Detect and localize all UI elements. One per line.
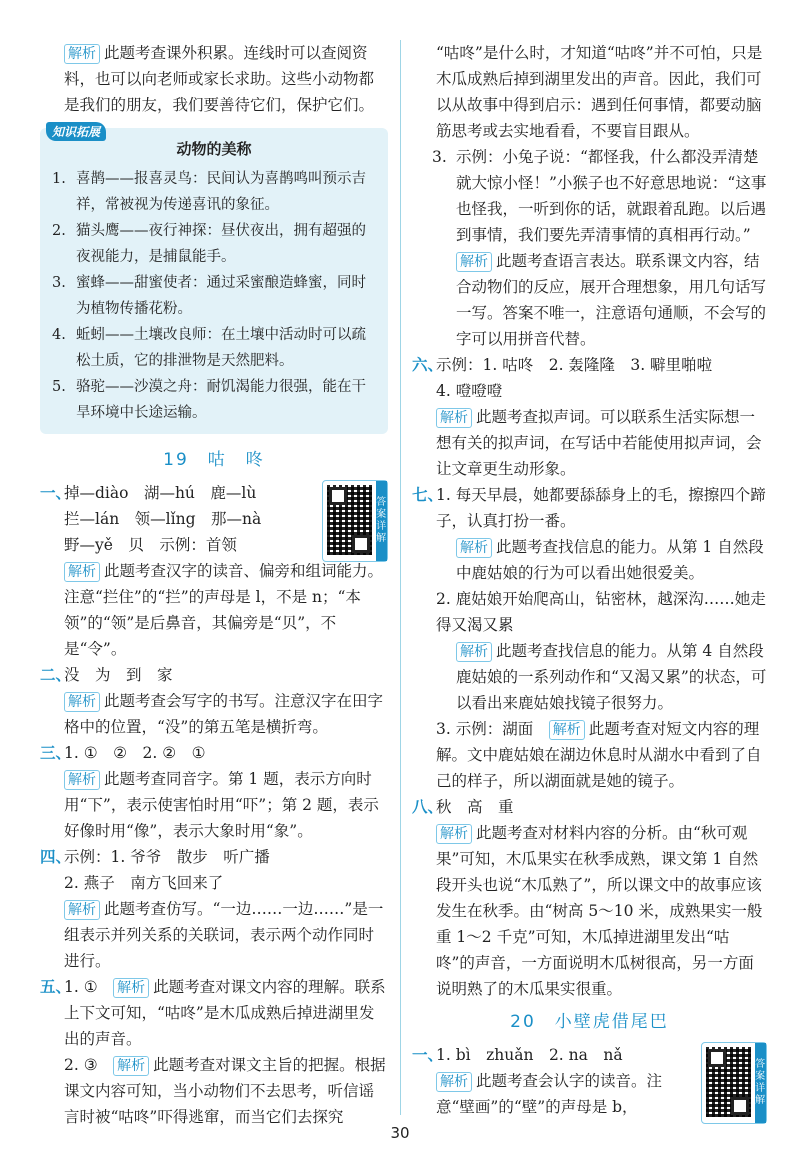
right-column: “咕咚”是什么时，才知道“咕咚”并不可怕，只是木瓜成熟后掉到湖里发出的声音。因此，我们可以从故事中得到启示：遇到任何事情，都要动脑筋思考或去实地看看，不要盲目跟从。 3. 示例：小兔子说：“都怪我，什么都没弄清楚就大惊小怪！”小猴子也不好意思地说：“这事也怪我，一听到你的话，就跟着乱跑。以后遇到事情，我们要先弄清事情的真相再行动。” 解析 此题考查语言表达。联系课文内容，结合动物们的反应，展开合理想象，用几句话写一写。答案不唯一，注意语句通顺，不会写的字可以用拼音代替。 六、 示例：1. 咕咚 2. 轰隆隆 3. 噼里啪啦 4. 噔噔噔 解析 此题考查拟声词。可以联系生活实际想一想有关的拟声词，在写话中若能使用拟声词，会让文章更生动形象。 七、 1. 每天早晨，她都要舔舔身上的毛，擦擦四个蹄子，认真打扮一番。 解析 此题考查找信息的能力。从第 1 自然段中鹿姑娘的行为可以看出她很爱美。 2. 鹿姑娘开始爬高山，钻密林，越深沟……她走得又渴又累 解析 此题考查找信息的能力。从第 4 自然段鹿姑娘的一系列动作和“又渴又累”的状态，可以看出来鹿姑娘找镜子很努力。 3. 示例：湖面 解析 此题考查对短文内容的理解。文中鹿姑娘在湖边休息时从湖水中看到了自己的样子，所以湖面就是她的镜子。 八、 秋 高 重 解析 此题考查对材料内容的分析。由“秋可观果”可知，木瓜果实在秋季成熟，课文第 1 自然段开头也说“木瓜熟了”，所以课文中的故事应该发生在秋季。由“树高 5～10 米，成熟果实一般重 1～2 千克”可知，木瓜掉进湖里发出“咕咚”的声音，一方面说明木瓜树很高，另一方面说明熟了的木瓜果实很重。 20 小壁虎借尾巴 答案详解 一、 1. bì zhuǎn 2. na nǎ 解析 此题考查会认字的读音。注意“壁画”的“壁”的声母是 b， [412,40,767,1120]
analysis-tag: 解析 [113,978,149,998]
extension-item: 5. 骆驼——沙漠之舟：耐饥渴能力很强，能在干旱环境中长途运输。 [52,379,366,421]
extension-item: 4. 蚯蚓——土壤改良师：在土壤中活动时可以疏松土质，它的排泄物是天然肥料。 [52,327,366,369]
analysis-tag: 解析 [456,252,492,272]
lesson-20-title: 20 小壁虎借尾巴 [510,1012,669,1032]
section-4: 四、 示例：1. 爷爷 散步 听广播 [40,848,270,866]
continued-text: “咕咚”是什么时，才知道“咕咚”并不可怕，只是木瓜成熟后掉到湖里发出的声音。因此，我们可以从故事中得到启示：遇到任何事情，都要动脑筋思考或去实地看看，不要盲目跟从。 [436,44,763,140]
qr-side-label: 答案详解 [755,1043,766,1123]
section-6: 六、 示例：1. 咕咚 2. 轰隆隆 3. 噼里啪啦 [412,356,713,374]
extension-item: 1. 喜鹊——报喜灵鸟：民间认为喜鹊鸣叫预示吉祥，常被视为传递喜讯的象征。 [52,171,366,213]
qr-code[interactable] [322,480,388,562]
extension-title: 动物的美称 [176,140,252,158]
analysis-text: 解析 此题考查汉字的读音、偏旁和组词能力。注意“拦住”的“拦”的声母是 l，不是 n；“本领”的“领”是后鼻音，其偏旁是“贝”，不是“令”。 [64,562,384,658]
analysis-tag: 解析 [436,408,472,428]
section-1: 答案详解 一、 掉—diào 湖—hú 鹿—lù 拦—lán 领—lǐng 那—nà 野—yě 贝 示例：首领 解析 此题考查汉字的读音、偏旁和组词能力。注意“拦住”的“拦”的声母是 l，不是 n；“本领”的“领”是后鼻音，其偏旁是“贝”，不是“令”。 [40,480,388,662]
analysis-tag: 解析 [113,1056,149,1076]
analysis-tag: 解析 [64,692,100,712]
qr-code-icon [327,485,372,555]
section-8: 八、 秋 高 重 [412,798,514,816]
qr-code[interactable] [701,1042,767,1124]
column-divider [400,40,401,1115]
analysis-tag: 解析 [436,1072,472,1092]
knowledge-extension-label: 知识拓展 [46,122,106,141]
analysis-text: 解析 此题考查会写字的书写。注意汉字在田字格中的位置，“没”的第五笔是横折弯。 [64,692,384,736]
extension-item: 3. 蜜蜂——甜蜜使者：通过采蜜酿造蜂蜜，同时为植物传播花粉。 [52,275,366,317]
lesson-20-section-1: 答案详解 一、 1. bì zhuǎn 2. na nǎ 解析 此题考查会认字的读音。注意“壁画”的“壁”的声母是 b， [412,1042,767,1120]
analysis-tag: 解析 [64,44,100,64]
section-7: 七、 1. 每天早晨，她都要舔舔身上的毛，擦擦四个蹄子，认真打扮一番。 [412,486,766,530]
analysis-tag: 解析 [456,538,492,558]
analysis-text: 解析 此题考查仿写。“一边……一边……”是一组表示并列关系的关联词，表示两个动作同时进行。 [64,900,384,970]
page-number: 30 [390,1124,410,1142]
lesson-19-title: 19 咕 咚 [163,450,265,470]
analysis-text: 解析 此题考查对材料内容的分析。由“秋可观果”可知，木瓜果实在秋季成熟，课文第 1 自然段开头也说“木瓜熟了”，所以课文中的故事应该发生在秋季。由“树高 5～10 米，成熟果实一般重 1～2 千克”可知，木瓜掉进湖里发出“咕咚”的声音，一方面说明木瓜树很高，另一方面说明熟了的木瓜果实很重。 [436,824,763,998]
analysis-tag: 解析 [64,562,100,582]
qr-code-icon [706,1047,751,1117]
section-2: 二、 没 为 到 家 [40,666,173,684]
left-column: 解析 此题考查课外积累。连线时可以查阅资料，也可以向老师或家长求助。这些小动物都是我们的朋友，我们要善待它们，保护它们。 知识拓展 动物的美称 1. 喜鹊——报喜灵鸟：民间认为喜鹊鸣叫预示吉祥，常被视为传递喜讯的象征。 2. 猫头鹰——夜行神探：昼伏夜出，拥有超强的夜视能力，是捕鼠能手。 3. 蜜蜂——甜蜜使者：通过采蜜酿造蜂蜜，同时为植物传播花粉。 4. 蚯蚓——土壤改良师：在土壤中活动时可以疏松土质，它的排泄物是天然肥料。 5. 骆驼——沙漠之舟：耐饥渴能力很强，能在干旱环境中长途运输。 19 咕 咚 答案详解 一、 掉—diào 湖—hú 鹿—lù 拦—lán 领—lǐng 那—nà 野—yě 贝 示例：首领 解析 此题考查汉字的读音、偏旁和组词能力。注意“拦住”的“拦”的声母是 l，不是 n；“本领”的“领”是后鼻音，其偏旁是“贝”，不是“令”。 二、 没 为 到 家 解析 此题考查会写字的书写。注意汉字在田字格中的位置，“没”的第五笔是横折弯。 三、 1. ① ② 2. ② ① 解析 此题考查同音字。第 1 题，表示方向时用“下”，表示使害怕时用“吓”；第 2 题，表示好像时用“像”，表示大象时用“象”。 四、 示例：1. 爷爷 散步 听广播 2. 燕子 南方飞回来了 解析 此题考查仿写。“一边……一边……”是一组表示并列关系的关联词，表示两个动作同时进行。 五、 1. ① 解析 此题考查对课文内容的理解。联系上下文可知，“咕咚”是木瓜成熟后掉进湖里发出的声音。 2. ③ 解析 此题考查对课文主旨的把握。根据课文内容可知，当小动物们不去思考，听信谣言时被“咕咚”吓得逃窜，而当它们去探究 [40,40,388,1130]
section-5-item-3: 3. 示例：小兔子说：“都怪我，什么都没弄清楚就大惊小怪！”小猴子也不好意思地说：“这事也怪我，一听到你的话，就跟着乱跑。以后遇到事情，我们要先弄清事情的真相再行动。” [432,148,767,244]
analysis-tag: 解析 [436,824,472,844]
analysis-text: 解析 此题考查找信息的能力。从第 4 自然段鹿姑娘的一系列动作和“又渴又累”的状态，可以看出来鹿姑娘找镜子很努力。 [456,642,767,712]
extension-item: 2. 猫头鹰——夜行神探：昼伏夜出，拥有超强的夜视能力，是捕鼠能手。 [52,223,366,265]
analysis-text: 解析 此题考查会认字的读音。注意“壁画”的“壁”的声母是 b， [436,1072,663,1116]
analysis-tag: 解析 [456,642,492,662]
analysis-text: 解析 此题考查找信息的能力。从第 1 自然段中鹿姑娘的行为可以看出她很爱美。 [456,538,764,582]
qr-side-label: 答案详解 [376,481,387,561]
analysis-tag: 解析 [549,720,585,740]
analysis-text: 解析 此题考查语言表达。联系课文内容，结合动物们的反应，展开合理想象，用几句话写一写。答案不唯一，注意语句通顺，不会写的字可以用拼音代替。 [456,252,767,348]
section-5: 五、 1. ① 解析 此题考查对课文内容的理解。联系上下文可知，“咕咚”是木瓜成熟后掉进湖里发出的声音。 [40,978,386,1048]
knowledge-extension-box [40,125,388,434]
analysis-text: 解析 此题考查拟声词。可以联系生活实际想一想有关的拟声词，在写话中若能使用拟声词，会让文章更生动形象。 [436,408,762,478]
section-3: 三、 1. ① ② 2. ② ① [40,744,206,762]
analysis-tag: 解析 [64,770,100,790]
analysis-tag: 解析 [64,900,100,920]
section-number: 一、 [40,484,72,502]
analysis-text: 解析 此题考查同音字。第 1 题，表示方向时用“下”，表示使害怕时用“吓”；第 2 题，表示好像时用“像”，表示大象时用“象”。 [64,770,379,840]
intro-analysis: 解析 此题考查课外积累。连线时可以查阅资料，也可以向老师或家长求助。这些小动物都是我们的朋友，我们要善待它们，保护它们。 [64,44,375,114]
